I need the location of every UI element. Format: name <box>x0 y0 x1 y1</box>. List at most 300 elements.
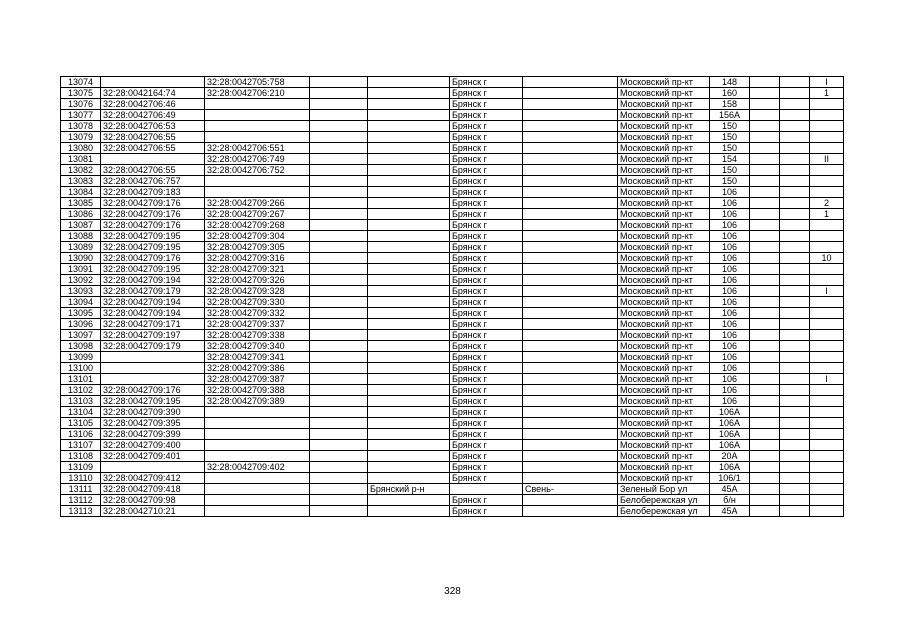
table-row <box>61 209 844 220</box>
cadastral-number-cell: 32:28:0042709:195 <box>101 396 205 407</box>
district-cell <box>368 396 450 407</box>
street-cell: Московский пр-кт <box>618 88 710 99</box>
extra-cell <box>810 187 844 198</box>
district-cell <box>368 341 450 352</box>
blank-cell <box>750 264 780 275</box>
table-row <box>61 264 844 275</box>
blank-cell <box>780 132 810 143</box>
blank-cell <box>780 385 810 396</box>
city-cell: Брянск г <box>450 462 523 473</box>
extra-cell: 1 <box>810 209 844 220</box>
blank-cell <box>310 341 368 352</box>
blank-cell <box>310 88 368 99</box>
record-number-cell: 13074 <box>61 77 101 88</box>
table-row <box>61 176 844 187</box>
district-cell <box>368 473 450 484</box>
district-cell <box>368 99 450 110</box>
cadastral-number-cell: 32:28:0042706:55 <box>101 165 205 176</box>
house-number-cell: б/н <box>710 495 750 506</box>
city-cell: Брянск г <box>450 396 523 407</box>
blank-cell <box>310 242 368 253</box>
district-cell <box>368 286 450 297</box>
house-number-cell: 106 <box>710 220 750 231</box>
district-cell <box>368 407 450 418</box>
blank-cell <box>750 407 780 418</box>
district-cell <box>368 462 450 473</box>
city-cell: Брянск г <box>450 187 523 198</box>
blank-cell <box>310 209 368 220</box>
city-cell: Брянск г <box>450 352 523 363</box>
street-cell: Московский пр-кт <box>618 341 710 352</box>
street-cell: Московский пр-кт <box>618 429 710 440</box>
table-row <box>61 88 844 99</box>
record-number-cell: 13098 <box>61 341 101 352</box>
street-cell: Московский пр-кт <box>618 275 710 286</box>
house-number-cell: 150 <box>710 176 750 187</box>
blank-cell <box>310 132 368 143</box>
blank-cell <box>780 418 810 429</box>
settlement-cell <box>523 242 618 253</box>
cadastral-number-cell: 32:28:0042709:176 <box>101 209 205 220</box>
table-row <box>61 319 844 330</box>
settlement-cell <box>523 187 618 198</box>
street-cell: Московский пр-кт <box>618 319 710 330</box>
extra-cell <box>810 308 844 319</box>
house-number-cell: 106А <box>710 440 750 451</box>
blank-cell <box>750 77 780 88</box>
object-cadastral-number-cell <box>205 440 310 451</box>
house-number-cell: 106А <box>710 462 750 473</box>
street-cell: Московский пр-кт <box>618 264 710 275</box>
blank-cell <box>750 253 780 264</box>
city-cell: Брянск г <box>450 385 523 396</box>
cadastral-number-cell: 32:28:0042709:395 <box>101 418 205 429</box>
extra-cell <box>810 506 844 517</box>
record-number-cell: 13080 <box>61 143 101 154</box>
table-row <box>61 484 844 495</box>
blank-cell <box>310 451 368 462</box>
blank-cell <box>780 330 810 341</box>
table-row <box>61 132 844 143</box>
extra-cell <box>810 319 844 330</box>
district-cell <box>368 429 450 440</box>
extra-cell <box>810 352 844 363</box>
cadastral-number-cell: 32:28:0042709:418 <box>101 484 205 495</box>
city-cell: Брянск г <box>450 121 523 132</box>
district-cell: Брянский р-н <box>368 484 450 495</box>
city-cell: Брянск г <box>450 242 523 253</box>
object-cadastral-number-cell <box>205 176 310 187</box>
object-cadastral-number-cell <box>205 121 310 132</box>
settlement-cell <box>523 473 618 484</box>
blank-cell <box>780 209 810 220</box>
table-row <box>61 242 844 253</box>
street-cell: Московский пр-кт <box>618 385 710 396</box>
table-row <box>61 506 844 517</box>
blank-cell <box>750 143 780 154</box>
blank-cell <box>310 176 368 187</box>
object-cadastral-number-cell <box>205 506 310 517</box>
blank-cell <box>780 484 810 495</box>
cadastral-number-cell: 32:28:0042709:195 <box>101 242 205 253</box>
record-number-cell: 13111 <box>61 484 101 495</box>
record-number-cell: 13097 <box>61 330 101 341</box>
street-cell: Московский пр-кт <box>618 253 710 264</box>
house-number-cell: 106 <box>710 341 750 352</box>
record-number-cell: 13084 <box>61 187 101 198</box>
house-number-cell: 106 <box>710 352 750 363</box>
house-number-cell: 106 <box>710 209 750 220</box>
blank-cell <box>750 154 780 165</box>
blank-cell <box>310 165 368 176</box>
city-cell: Брянск г <box>450 407 523 418</box>
city-cell: Брянск г <box>450 440 523 451</box>
cadastral-number-cell: 32:28:0042706:49 <box>101 110 205 121</box>
extra-cell <box>810 231 844 242</box>
record-number-cell: 13103 <box>61 396 101 407</box>
street-cell: Московский пр-кт <box>618 242 710 253</box>
object-cadastral-number-cell: 32:28:0042705:758 <box>205 77 310 88</box>
extra-cell <box>810 363 844 374</box>
house-number-cell: 20А <box>710 451 750 462</box>
blank-cell <box>750 473 780 484</box>
extra-cell <box>810 440 844 451</box>
street-cell: Московский пр-кт <box>618 209 710 220</box>
table-row <box>61 374 844 385</box>
record-number-cell: 13113 <box>61 506 101 517</box>
blank-cell <box>750 385 780 396</box>
blank-cell <box>750 506 780 517</box>
house-number-cell: 158 <box>710 99 750 110</box>
blank-cell <box>310 473 368 484</box>
settlement-cell <box>523 330 618 341</box>
record-number-cell: 13094 <box>61 297 101 308</box>
object-cadastral-number-cell: 32:28:0042709:402 <box>205 462 310 473</box>
blank-cell <box>310 231 368 242</box>
blank-cell <box>780 506 810 517</box>
street-cell: Московский пр-кт <box>618 440 710 451</box>
house-number-cell: 106 <box>710 253 750 264</box>
blank-cell <box>750 275 780 286</box>
object-cadastral-number-cell: 32:28:0042706:210 <box>205 88 310 99</box>
cadastral-number-cell <box>101 363 205 374</box>
record-number-cell: 13085 <box>61 198 101 209</box>
blank-cell <box>780 319 810 330</box>
house-number-cell: 106 <box>710 319 750 330</box>
table-row <box>61 165 844 176</box>
house-number-cell: 106 <box>710 330 750 341</box>
extra-cell <box>810 165 844 176</box>
table-row <box>61 220 844 231</box>
blank-cell <box>310 77 368 88</box>
district-cell <box>368 297 450 308</box>
city-cell: Брянск г <box>450 77 523 88</box>
record-number-cell: 13081 <box>61 154 101 165</box>
street-cell: Белобережская ул <box>618 506 710 517</box>
city-cell: Брянск г <box>450 220 523 231</box>
object-cadastral-number-cell: 32:28:0042709:341 <box>205 352 310 363</box>
object-cadastral-number-cell: 32:28:0042709:387 <box>205 374 310 385</box>
blank-cell <box>310 308 368 319</box>
record-number-cell: 13083 <box>61 176 101 187</box>
city-cell: Брянск г <box>450 418 523 429</box>
table-row <box>61 385 844 396</box>
table-row <box>61 286 844 297</box>
house-number-cell: 106 <box>710 198 750 209</box>
extra-cell <box>810 451 844 462</box>
cadastral-number-cell <box>101 77 205 88</box>
table-row <box>61 495 844 506</box>
street-cell: Московский пр-кт <box>618 374 710 385</box>
extra-cell: 1 <box>810 88 844 99</box>
extra-cell <box>810 99 844 110</box>
street-cell: Московский пр-кт <box>618 77 710 88</box>
city-cell <box>450 484 523 495</box>
cadastral-number-cell: 32:28:0042709:399 <box>101 429 205 440</box>
table-row <box>61 198 844 209</box>
table-row <box>61 297 844 308</box>
street-cell: Московский пр-кт <box>618 473 710 484</box>
cadastral-number-cell: 32:28:0042709:194 <box>101 275 205 286</box>
blank-cell <box>750 462 780 473</box>
house-number-cell: 150 <box>710 132 750 143</box>
object-cadastral-number-cell <box>205 495 310 506</box>
cadastral-number-cell <box>101 154 205 165</box>
blank-cell <box>310 440 368 451</box>
object-cadastral-number-cell: 32:28:0042706:752 <box>205 165 310 176</box>
settlement-cell <box>523 319 618 330</box>
blank-cell <box>310 330 368 341</box>
record-number-cell: 13091 <box>61 264 101 275</box>
object-cadastral-number-cell <box>205 110 310 121</box>
city-cell: Брянск г <box>450 275 523 286</box>
blank-cell <box>780 462 810 473</box>
object-cadastral-number-cell <box>205 187 310 198</box>
blank-cell <box>750 187 780 198</box>
extra-cell <box>810 264 844 275</box>
blank-cell <box>310 506 368 517</box>
blank-cell <box>310 154 368 165</box>
city-cell: Брянск г <box>450 330 523 341</box>
city-cell: Брянск г <box>450 429 523 440</box>
blank-cell <box>780 220 810 231</box>
record-number-cell: 13096 <box>61 319 101 330</box>
object-cadastral-number-cell <box>205 451 310 462</box>
blank-cell <box>780 363 810 374</box>
record-number-cell: 13087 <box>61 220 101 231</box>
blank-cell <box>780 440 810 451</box>
cadastral-number-cell: 32:28:0042709:401 <box>101 451 205 462</box>
extra-cell: 10 <box>810 253 844 264</box>
blank-cell <box>780 187 810 198</box>
blank-cell <box>750 88 780 99</box>
object-cadastral-number-cell: 32:28:0042709:328 <box>205 286 310 297</box>
record-number-cell: 13107 <box>61 440 101 451</box>
blank-cell <box>310 385 368 396</box>
blank-cell <box>750 99 780 110</box>
blank-cell <box>750 110 780 121</box>
blank-cell <box>310 363 368 374</box>
object-cadastral-number-cell: 32:28:0042709:267 <box>205 209 310 220</box>
object-cadastral-number-cell <box>205 132 310 143</box>
cadastral-number-cell: 32:28:0042709:183 <box>101 187 205 198</box>
cadastral-number-cell: 32:28:0042709:98 <box>101 495 205 506</box>
blank-cell <box>780 374 810 385</box>
city-cell: Брянск г <box>450 209 523 220</box>
record-number-cell: 13078 <box>61 121 101 132</box>
extra-cell <box>810 385 844 396</box>
object-cadastral-number-cell: 32:28:0042709:388 <box>205 385 310 396</box>
record-number-cell: 13108 <box>61 451 101 462</box>
house-number-cell: 106 <box>710 396 750 407</box>
cadastral-number-cell: 32:28:0042706:55 <box>101 132 205 143</box>
object-cadastral-number-cell <box>205 418 310 429</box>
house-number-cell: 106/1 <box>710 473 750 484</box>
district-cell <box>368 451 450 462</box>
table-row <box>61 407 844 418</box>
city-cell: Брянск г <box>450 198 523 209</box>
district-cell <box>368 231 450 242</box>
district-cell <box>368 253 450 264</box>
table-row <box>61 363 844 374</box>
house-number-cell: 106А <box>710 407 750 418</box>
cadastral-number-cell: 32:28:0042164:74 <box>101 88 205 99</box>
table-row <box>61 473 844 484</box>
street-cell: Московский пр-кт <box>618 308 710 319</box>
blank-cell <box>750 330 780 341</box>
district-cell <box>368 154 450 165</box>
blank-cell <box>750 242 780 253</box>
settlement-cell <box>523 495 618 506</box>
extra-cell <box>810 176 844 187</box>
settlement-cell <box>523 99 618 110</box>
district-cell <box>368 385 450 396</box>
settlement-cell <box>523 407 618 418</box>
settlement-cell <box>523 253 618 264</box>
extra-cell <box>810 330 844 341</box>
record-number-cell: 13106 <box>61 429 101 440</box>
settlement-cell <box>523 209 618 220</box>
blank-cell <box>310 110 368 121</box>
settlement-cell <box>523 297 618 308</box>
extra-cell: II <box>810 154 844 165</box>
blank-cell <box>310 220 368 231</box>
settlement-cell <box>523 110 618 121</box>
blank-cell <box>780 308 810 319</box>
blank-cell <box>750 495 780 506</box>
city-cell: Брянск г <box>450 110 523 121</box>
record-number-cell: 13105 <box>61 418 101 429</box>
settlement-cell <box>523 374 618 385</box>
blank-cell <box>780 176 810 187</box>
extra-cell <box>810 220 844 231</box>
blank-cell <box>780 473 810 484</box>
city-cell: Брянск г <box>450 132 523 143</box>
district-cell <box>368 242 450 253</box>
house-number-cell: 150 <box>710 121 750 132</box>
settlement-cell <box>523 385 618 396</box>
street-cell: Зеленый Бор ул <box>618 484 710 495</box>
blank-cell <box>310 462 368 473</box>
object-cadastral-number-cell <box>205 407 310 418</box>
settlement-cell <box>523 429 618 440</box>
blank-cell <box>750 352 780 363</box>
extra-cell <box>810 484 844 495</box>
city-cell: Брянск г <box>450 99 523 110</box>
record-number-cell: 13101 <box>61 374 101 385</box>
house-number-cell: 106 <box>710 242 750 253</box>
object-cadastral-number-cell: 32:28:0042709:304 <box>205 231 310 242</box>
record-number-cell: 13082 <box>61 165 101 176</box>
record-number-cell: 13077 <box>61 110 101 121</box>
city-cell: Брянск г <box>450 264 523 275</box>
cadastral-number-cell <box>101 462 205 473</box>
record-number-cell: 13088 <box>61 231 101 242</box>
street-cell: Московский пр-кт <box>618 165 710 176</box>
blank-cell <box>750 484 780 495</box>
district-cell <box>368 132 450 143</box>
table-row <box>61 429 844 440</box>
blank-cell <box>780 88 810 99</box>
settlement-cell <box>523 451 618 462</box>
extra-cell <box>810 297 844 308</box>
settlement-cell <box>523 352 618 363</box>
extra-cell <box>810 396 844 407</box>
settlement-cell <box>523 286 618 297</box>
house-number-cell: 148 <box>710 77 750 88</box>
extra-cell: I <box>810 77 844 88</box>
cadastral-number-cell: 32:28:0042709:179 <box>101 286 205 297</box>
blank-cell <box>310 418 368 429</box>
district-cell <box>368 264 450 275</box>
city-cell: Брянск г <box>450 176 523 187</box>
object-cadastral-number-cell: 32:28:0042709:338 <box>205 330 310 341</box>
street-cell: Московский пр-кт <box>618 121 710 132</box>
house-number-cell: 106 <box>710 308 750 319</box>
blank-cell <box>750 363 780 374</box>
blank-cell <box>780 143 810 154</box>
record-number-cell: 13093 <box>61 286 101 297</box>
blank-cell <box>310 495 368 506</box>
blank-cell <box>310 484 368 495</box>
blank-cell <box>780 341 810 352</box>
object-cadastral-number-cell <box>205 484 310 495</box>
district-cell <box>368 506 450 517</box>
cadastral-number-cell: 32:28:0042709:195 <box>101 231 205 242</box>
settlement-cell <box>523 121 618 132</box>
extra-cell <box>810 110 844 121</box>
record-number-cell: 13095 <box>61 308 101 319</box>
record-number-cell: 13079 <box>61 132 101 143</box>
blank-cell <box>310 187 368 198</box>
extra-cell <box>810 275 844 286</box>
district-cell <box>368 198 450 209</box>
cadastral-number-cell: 32:28:0042709:390 <box>101 407 205 418</box>
object-cadastral-number-cell: 32:28:0042709:321 <box>205 264 310 275</box>
district-cell <box>368 143 450 154</box>
city-cell: Брянск г <box>450 363 523 374</box>
blank-cell <box>750 165 780 176</box>
blank-cell <box>750 341 780 352</box>
extra-cell <box>810 341 844 352</box>
street-cell: Московский пр-кт <box>618 187 710 198</box>
district-cell <box>368 176 450 187</box>
house-number-cell: 106 <box>710 275 750 286</box>
house-number-cell: 106 <box>710 374 750 385</box>
table-row <box>61 187 844 198</box>
table-row <box>61 253 844 264</box>
cadastral-number-cell: 32:28:0042709:176 <box>101 220 205 231</box>
